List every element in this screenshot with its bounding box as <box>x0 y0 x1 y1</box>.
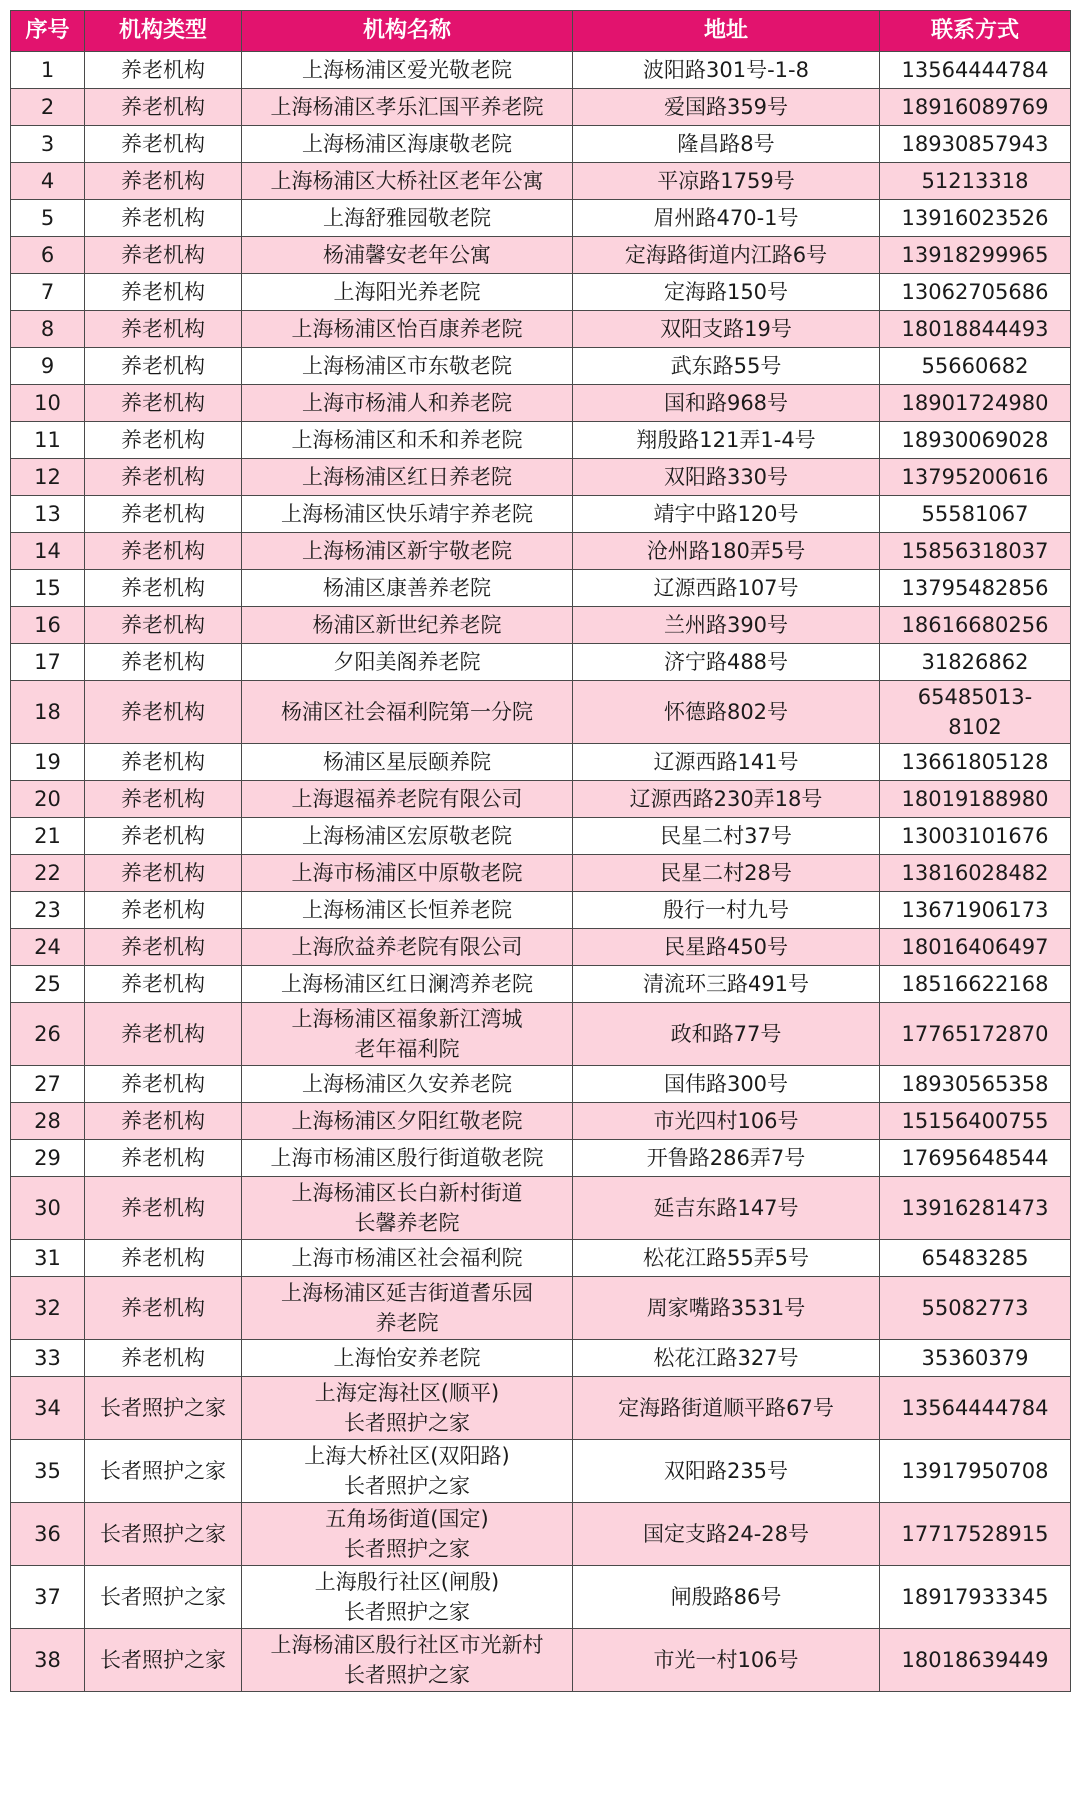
table-row <box>11 385 1071 422</box>
cell-contact: 18917933345 <box>880 1566 1071 1629</box>
cell-address: 延吉东路147号 <box>573 1177 880 1240</box>
cell-type: 养老机构 <box>85 570 242 607</box>
cell-contact: 55082773 <box>880 1277 1071 1340</box>
cell-contact: 13916023526 <box>880 200 1071 237</box>
cell-contact: 17717528915 <box>880 1503 1071 1566</box>
table-row <box>11 1503 1071 1566</box>
table-row <box>11 744 1071 781</box>
cell-name: 上海杨浦区宏原敬老院 <box>242 818 573 855</box>
cell-type: 养老机构 <box>85 385 242 422</box>
cell-index: 26 <box>11 1003 85 1066</box>
cell-type: 长者照护之家 <box>85 1440 242 1503</box>
cell-type: 养老机构 <box>85 929 242 966</box>
cell-address: 定海路街道顺平路67号 <box>573 1377 880 1440</box>
table-row <box>11 892 1071 929</box>
cell-address: 松花江路55弄5号 <box>573 1240 880 1277</box>
cell-name: 杨浦区康善养老院 <box>242 570 573 607</box>
cell-name: 夕阳美阁养老院 <box>242 644 573 681</box>
cell-index: 7 <box>11 274 85 311</box>
cell-address: 民星二村28号 <box>573 855 880 892</box>
cell-index: 21 <box>11 818 85 855</box>
cell-type: 养老机构 <box>85 422 242 459</box>
cell-type: 长者照护之家 <box>85 1503 242 1566</box>
table-row <box>11 52 1071 89</box>
cell-index: 29 <box>11 1140 85 1177</box>
cell-address: 市光一村106号 <box>573 1629 880 1692</box>
table-row <box>11 496 1071 533</box>
cell-address: 双阳支路19号 <box>573 311 880 348</box>
cell-address: 国伟路300号 <box>573 1066 880 1103</box>
cell-type: 养老机构 <box>85 644 242 681</box>
cell-index: 31 <box>11 1240 85 1277</box>
cell-name: 上海杨浦区和禾和养老院 <box>242 422 573 459</box>
table-row <box>11 1177 1071 1240</box>
cell-index: 4 <box>11 163 85 200</box>
cell-index: 20 <box>11 781 85 818</box>
cell-index: 22 <box>11 855 85 892</box>
cell-index: 27 <box>11 1066 85 1103</box>
cell-index: 12 <box>11 459 85 496</box>
cell-type: 养老机构 <box>85 892 242 929</box>
cell-index: 5 <box>11 200 85 237</box>
header-address: 地址 <box>573 11 880 52</box>
table-row <box>11 570 1071 607</box>
cell-contact: 35360379 <box>880 1340 1071 1377</box>
cell-address: 清流环三路491号 <box>573 966 880 1003</box>
cell-address: 爱国路359号 <box>573 89 880 126</box>
cell-type: 养老机构 <box>85 818 242 855</box>
cell-name: 上海杨浦区夕阳红敬老院 <box>242 1103 573 1140</box>
cell-address: 波阳路301号-1-8 <box>573 52 880 89</box>
cell-name: 上海杨浦区殷行社区市光新村 长者照护之家 <box>242 1629 573 1692</box>
cell-index: 17 <box>11 644 85 681</box>
cell-address: 定海路街道内江路6号 <box>573 237 880 274</box>
cell-name: 上海杨浦区长白新村街道 长馨养老院 <box>242 1177 573 1240</box>
cell-type: 长者照护之家 <box>85 1629 242 1692</box>
cell-address: 辽源西路107号 <box>573 570 880 607</box>
cell-index: 3 <box>11 126 85 163</box>
cell-address: 双阳路330号 <box>573 459 880 496</box>
cell-index: 13 <box>11 496 85 533</box>
table-row <box>11 1277 1071 1340</box>
cell-type: 养老机构 <box>85 744 242 781</box>
cell-address: 辽源西路141号 <box>573 744 880 781</box>
cell-type: 养老机构 <box>85 533 242 570</box>
cell-contact: 15156400755 <box>880 1103 1071 1140</box>
cell-name: 上海市杨浦人和养老院 <box>242 385 573 422</box>
cell-address: 市光四村106号 <box>573 1103 880 1140</box>
table-row <box>11 533 1071 570</box>
cell-type: 养老机构 <box>85 1066 242 1103</box>
cell-name: 上海殷行社区(闸殷) 长者照护之家 <box>242 1566 573 1629</box>
cell-index: 9 <box>11 348 85 385</box>
cell-contact: 51213318 <box>880 163 1071 200</box>
table-row <box>11 311 1071 348</box>
cell-name: 上海市杨浦区殷行街道敬老院 <box>242 1140 573 1177</box>
cell-type: 养老机构 <box>85 126 242 163</box>
cell-address: 国和路968号 <box>573 385 880 422</box>
table-row <box>11 1003 1071 1066</box>
table-row <box>11 929 1071 966</box>
cell-name: 上海市杨浦区社会福利院 <box>242 1240 573 1277</box>
cell-name: 杨浦区星辰颐养院 <box>242 744 573 781</box>
cell-name: 上海杨浦区海康敬老院 <box>242 126 573 163</box>
cell-type: 养老机构 <box>85 1177 242 1240</box>
cell-name: 上海杨浦区红日澜湾养老院 <box>242 966 573 1003</box>
cell-contact: 18019188980 <box>880 781 1071 818</box>
cell-type: 养老机构 <box>85 348 242 385</box>
cell-contact: 31826862 <box>880 644 1071 681</box>
cell-index: 19 <box>11 744 85 781</box>
cell-index: 1 <box>11 52 85 89</box>
cell-address: 沧州路180弄5号 <box>573 533 880 570</box>
cell-type: 养老机构 <box>85 1103 242 1140</box>
cell-type: 养老机构 <box>85 1277 242 1340</box>
cell-index: 8 <box>11 311 85 348</box>
header-index: 序号 <box>11 11 85 52</box>
cell-name: 上海杨浦区怡百康养老院 <box>242 311 573 348</box>
cell-type: 养老机构 <box>85 855 242 892</box>
cell-name: 上海舒雅园敬老院 <box>242 200 573 237</box>
table-row <box>11 1440 1071 1503</box>
facility-table <box>10 10 1071 1692</box>
facility-table-container <box>10 10 1070 1692</box>
cell-index: 10 <box>11 385 85 422</box>
cell-index: 16 <box>11 607 85 644</box>
cell-address: 民星二村37号 <box>573 818 880 855</box>
cell-type: 养老机构 <box>85 237 242 274</box>
cell-address: 双阳路235号 <box>573 1440 880 1503</box>
table-header-row <box>11 11 1071 52</box>
cell-name: 上海杨浦区快乐靖宇养老院 <box>242 496 573 533</box>
cell-contact: 13564444784 <box>880 1377 1071 1440</box>
cell-type: 养老机构 <box>85 966 242 1003</box>
cell-contact: 13916281473 <box>880 1177 1071 1240</box>
cell-type: 养老机构 <box>85 163 242 200</box>
table-row <box>11 644 1071 681</box>
header-contact: 联系方式 <box>880 11 1071 52</box>
cell-name: 上海杨浦区久安养老院 <box>242 1066 573 1103</box>
cell-name: 上海遐福养老院有限公司 <box>242 781 573 818</box>
cell-address: 怀德路802号 <box>573 681 880 744</box>
cell-contact: 18930857943 <box>880 126 1071 163</box>
cell-address: 开鲁路286弄7号 <box>573 1140 880 1177</box>
table-row <box>11 1066 1071 1103</box>
cell-contact: 17695648544 <box>880 1140 1071 1177</box>
cell-contact: 13795482856 <box>880 570 1071 607</box>
table-row <box>11 89 1071 126</box>
cell-address: 周家嘴路3531号 <box>573 1277 880 1340</box>
cell-type: 养老机构 <box>85 311 242 348</box>
cell-index: 25 <box>11 966 85 1003</box>
cell-contact: 18016406497 <box>880 929 1071 966</box>
cell-name: 杨浦区新世纪养老院 <box>242 607 573 644</box>
cell-name: 杨浦馨安老年公寓 <box>242 237 573 274</box>
table-row <box>11 681 1071 744</box>
cell-index: 6 <box>11 237 85 274</box>
cell-address: 眉州路470-1号 <box>573 200 880 237</box>
cell-name: 上海杨浦区市东敬老院 <box>242 348 573 385</box>
header-name: 机构名称 <box>242 11 573 52</box>
cell-name: 上海大桥社区(双阳路) 长者照护之家 <box>242 1440 573 1503</box>
cell-contact: 18930565358 <box>880 1066 1071 1103</box>
cell-address: 定海路150号 <box>573 274 880 311</box>
table-row <box>11 348 1071 385</box>
cell-type: 养老机构 <box>85 459 242 496</box>
cell-name: 上海杨浦区爱光敬老院 <box>242 52 573 89</box>
table-row <box>11 1566 1071 1629</box>
cell-address: 武东路55号 <box>573 348 880 385</box>
table-row <box>11 855 1071 892</box>
cell-contact: 18018844493 <box>880 311 1071 348</box>
table-row <box>11 1340 1071 1377</box>
cell-type: 养老机构 <box>85 274 242 311</box>
table-row <box>11 422 1071 459</box>
cell-address: 翔殷路121弄1-4号 <box>573 422 880 459</box>
cell-index: 30 <box>11 1177 85 1240</box>
cell-index: 14 <box>11 533 85 570</box>
cell-index: 36 <box>11 1503 85 1566</box>
table-row <box>11 1240 1071 1277</box>
cell-contact: 13564444784 <box>880 52 1071 89</box>
cell-address: 兰州路390号 <box>573 607 880 644</box>
cell-name: 上海杨浦区福象新江湾城 老年福利院 <box>242 1003 573 1066</box>
cell-contact: 13003101676 <box>880 818 1071 855</box>
cell-name: 上海杨浦区红日养老院 <box>242 459 573 496</box>
cell-index: 34 <box>11 1377 85 1440</box>
cell-contact: 65483285 <box>880 1240 1071 1277</box>
table-row <box>11 274 1071 311</box>
cell-contact: 13816028482 <box>880 855 1071 892</box>
cell-contact: 18018639449 <box>880 1629 1071 1692</box>
cell-contact: 55660682 <box>880 348 1071 385</box>
table-row <box>11 966 1071 1003</box>
cell-address: 民星路450号 <box>573 929 880 966</box>
cell-index: 24 <box>11 929 85 966</box>
header-type: 机构类型 <box>85 11 242 52</box>
cell-index: 32 <box>11 1277 85 1340</box>
cell-index: 28 <box>11 1103 85 1140</box>
table-row <box>11 163 1071 200</box>
cell-contact: 65485013- 8102 <box>880 681 1071 744</box>
cell-contact: 13795200616 <box>880 459 1071 496</box>
cell-index: 15 <box>11 570 85 607</box>
cell-address: 隆昌路8号 <box>573 126 880 163</box>
cell-contact: 18516622168 <box>880 966 1071 1003</box>
table-row <box>11 200 1071 237</box>
table-row <box>11 818 1071 855</box>
cell-contact: 13661805128 <box>880 744 1071 781</box>
cell-contact: 18616680256 <box>880 607 1071 644</box>
cell-type: 养老机构 <box>85 89 242 126</box>
cell-name: 上海欣益养老院有限公司 <box>242 929 573 966</box>
cell-index: 37 <box>11 1566 85 1629</box>
cell-contact: 55581067 <box>880 496 1071 533</box>
cell-index: 18 <box>11 681 85 744</box>
cell-type: 长者照护之家 <box>85 1377 242 1440</box>
cell-address: 松花江路327号 <box>573 1340 880 1377</box>
cell-type: 养老机构 <box>85 200 242 237</box>
cell-address: 济宁路488号 <box>573 644 880 681</box>
cell-type: 养老机构 <box>85 52 242 89</box>
cell-index: 35 <box>11 1440 85 1503</box>
cell-type: 养老机构 <box>85 781 242 818</box>
table-row <box>11 1103 1071 1140</box>
cell-type: 养老机构 <box>85 496 242 533</box>
table-row <box>11 607 1071 644</box>
table-row <box>11 1377 1071 1440</box>
table-row <box>11 1140 1071 1177</box>
table-row <box>11 459 1071 496</box>
cell-type: 长者照护之家 <box>85 1566 242 1629</box>
cell-name: 上海定海社区(顺平) 长者照护之家 <box>242 1377 573 1440</box>
cell-address: 殷行一村九号 <box>573 892 880 929</box>
cell-contact: 13671906173 <box>880 892 1071 929</box>
cell-name: 杨浦区社会福利院第一分院 <box>242 681 573 744</box>
cell-index: 23 <box>11 892 85 929</box>
cell-name: 五角场街道(国定) 长者照护之家 <box>242 1503 573 1566</box>
cell-contact: 18916089769 <box>880 89 1071 126</box>
cell-type: 养老机构 <box>85 681 242 744</box>
cell-contact: 17765172870 <box>880 1003 1071 1066</box>
table-row <box>11 126 1071 163</box>
cell-type: 养老机构 <box>85 607 242 644</box>
cell-address: 辽源西路230弄18号 <box>573 781 880 818</box>
cell-name: 上海阳光养老院 <box>242 274 573 311</box>
cell-name: 上海杨浦区大桥社区老年公寓 <box>242 163 573 200</box>
cell-type: 养老机构 <box>85 1240 242 1277</box>
cell-index: 33 <box>11 1340 85 1377</box>
cell-address: 平凉路1759号 <box>573 163 880 200</box>
cell-type: 养老机构 <box>85 1340 242 1377</box>
table-row <box>11 237 1071 274</box>
cell-index: 38 <box>11 1629 85 1692</box>
cell-contact: 13062705686 <box>880 274 1071 311</box>
cell-contact: 13918299965 <box>880 237 1071 274</box>
cell-type: 养老机构 <box>85 1003 242 1066</box>
table-row <box>11 1629 1071 1692</box>
cell-name: 上海杨浦区孝乐汇国平养老院 <box>242 89 573 126</box>
cell-address: 国定支路24-28号 <box>573 1503 880 1566</box>
cell-contact: 13917950708 <box>880 1440 1071 1503</box>
cell-name: 上海市杨浦区中原敬老院 <box>242 855 573 892</box>
cell-name: 上海怡安养老院 <box>242 1340 573 1377</box>
cell-address: 政和路77号 <box>573 1003 880 1066</box>
cell-index: 11 <box>11 422 85 459</box>
cell-address: 靖宇中路120号 <box>573 496 880 533</box>
cell-name: 上海杨浦区新宇敬老院 <box>242 533 573 570</box>
cell-contact: 18930069028 <box>880 422 1071 459</box>
cell-index: 2 <box>11 89 85 126</box>
cell-address: 闸殷路86号 <box>573 1566 880 1629</box>
cell-contact: 15856318037 <box>880 533 1071 570</box>
cell-contact: 18901724980 <box>880 385 1071 422</box>
table-row <box>11 781 1071 818</box>
cell-type: 养老机构 <box>85 1140 242 1177</box>
cell-name: 上海杨浦区长恒养老院 <box>242 892 573 929</box>
cell-name: 上海杨浦区延吉街道耆乐园 养老院 <box>242 1277 573 1340</box>
